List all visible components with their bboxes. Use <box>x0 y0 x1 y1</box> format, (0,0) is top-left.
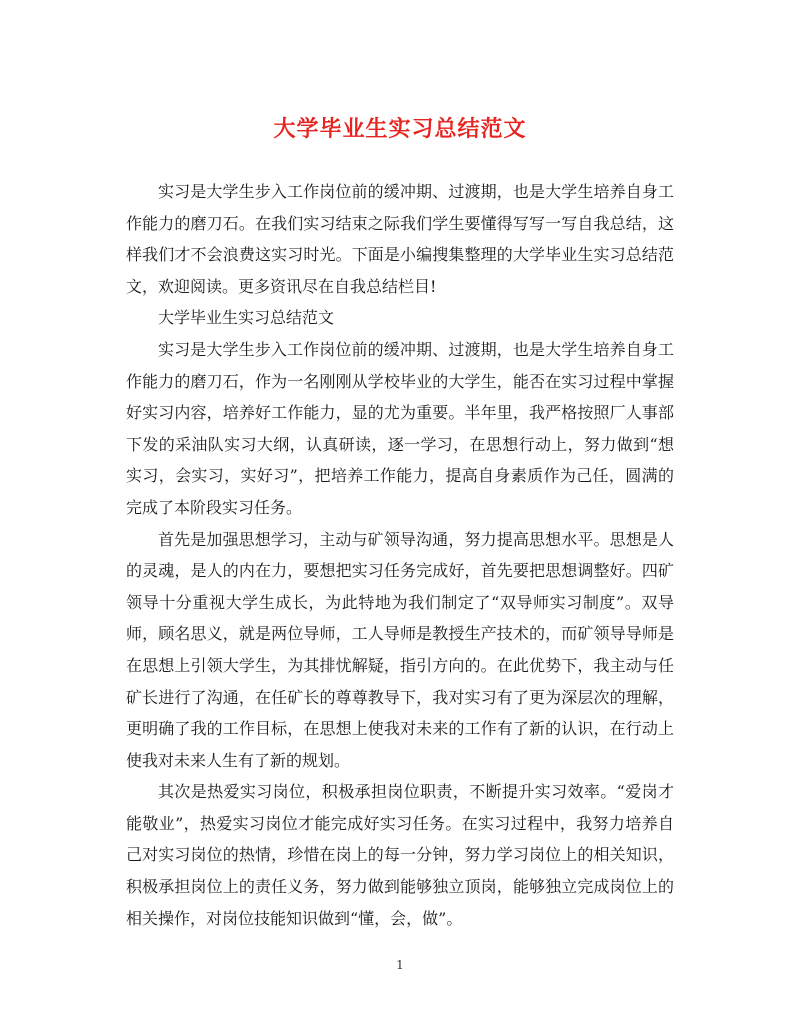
page-number: 1 <box>396 958 404 972</box>
body-paragraph-2: 首先是加强思想学习，主动与矿领导沟通，努力提高思想水平。思想是人的灵魂，是人的内在力，要想把实习任务完成好，首先要把思想调整好。四矿领导十分重视大学生成长，为此特地为我们制定了“双导师实习制度”。双导师，顾名思义，就是两位导师，工人导师是教授生产技术的，而矿领导导师是在思想上引领大学生，为其排忧解疑，指引方向的。在此优势下，我主动与任矿长进行了沟通，在任矿长的尊尊教导下，我对实习有了更为深层次的理解，更明确了我的工作目标，在思想上使我对未来的工作有了新的认识，在行动上使我对未来人生有了新的规划。 <box>126 529 674 770</box>
body-paragraph-3: 其次是热爱实习岗位，积极承担岗位职责，不断提升实习效率。“爱岗才能敬业”，热爱实习岗位才能完成好实习任务。在实习过程中，我努力培养自己对实习岗位的热情，珍惜在岗上的每一分钟，努力学习岗位上的相关知识，积极承担岗位上的责任义务，努力做到能够独立顶岗，能够独立完成岗位上的相关操作，对岗位技能知识做到“懂，会，做”。 <box>126 782 674 928</box>
intro-paragraph: 实习是大学生步入工作岗位前的缓冲期、过渡期，也是大学生培养自身工作能力的磨刀石。在我们实习结束之际我们学生要懂得写写一写自我总结，这样我们才不会浪费这实习时光。下面是小编搜集整理的大学毕业生实习总结范文，欢迎阅读。更多资讯尽在自我总结栏目! <box>126 182 674 296</box>
section-heading: 大学毕业生实习总结范文 <box>158 308 335 328</box>
body-paragraph-1: 实习是大学生步入工作岗位前的缓冲期、过渡期，也是大学生培养自身工作能力的磨刀石，作为一名刚刚从学校毕业的大学生，能否在实习过程中掌握好实习内容，培养好工作能力，显的尤为重要。半年里，我严格按照厂人事部下发的采油队实习大纲，认真研读，逐一学习，在思想行动上，努力做到“想实习，会实习，实好习”，把培养工作能力，提高自身素质作为己任，圆满的完成了本阶段实习任务。 <box>126 339 674 517</box>
document-body <box>126 176 674 934</box>
page-title: 大学毕业生实习总结范文 <box>273 117 527 142</box>
